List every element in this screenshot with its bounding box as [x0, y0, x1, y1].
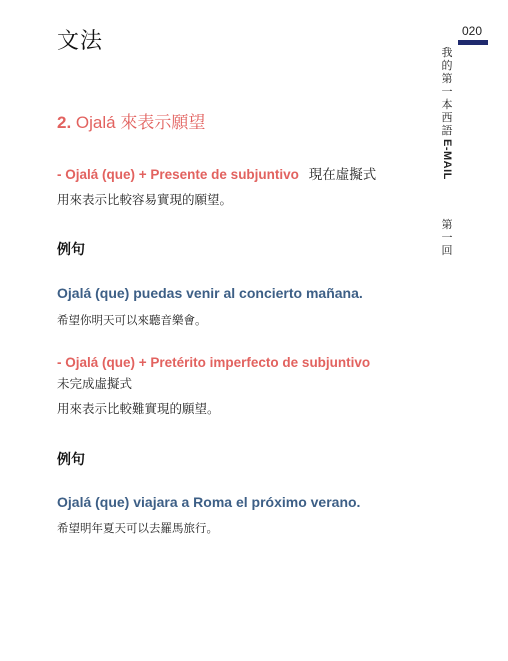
side-episode-char: 回	[441, 244, 453, 257]
rule-2-formula: - Ojalá (que) + Pretérito imperfecto de subjuntivo	[57, 355, 371, 370]
side-title-char: 語	[441, 124, 453, 137]
side-title-char: 第	[441, 72, 453, 85]
side-episode-label	[440, 218, 454, 257]
section-heading	[57, 108, 205, 133]
page-title: 文法	[57, 29, 104, 54]
example-2-label: 例句	[57, 452, 85, 468]
side-title-char: 我	[441, 46, 453, 59]
example-2-translation: 希望明年夏天可以去羅馬旅行。	[57, 521, 218, 535]
example-2-spanish: Ojalá (que) viajara a Roma el próximo verano.	[57, 494, 361, 510]
side-episode-char: 第	[441, 218, 453, 231]
page-number-bar	[458, 40, 488, 45]
rule-2-tense: 未完成虛擬式	[57, 376, 133, 391]
rule-2-explanation: 用來表示比較難實現的願望。	[57, 401, 220, 416]
side-title-latin: E-MAIL	[441, 139, 453, 180]
side-title-char: 本	[441, 98, 453, 111]
example-1-translation: 希望你明天可以來聽音樂會。	[57, 313, 207, 327]
rule-1-tense: 現在虛擬式	[308, 167, 377, 183]
rule-1	[57, 163, 376, 183]
section-title: Ojalá 來表示願望	[75, 113, 206, 132]
side-title-char: 一	[441, 85, 453, 98]
side-episode-char: 一	[441, 231, 453, 244]
example-1-label: 例句	[57, 242, 85, 258]
rule-1-explanation: 用來表示比較容易實現的願望。	[57, 192, 233, 207]
page-number: 020	[462, 24, 483, 38]
rule-2	[57, 355, 370, 370]
side-book-title	[440, 46, 454, 180]
side-title-char: 的	[441, 59, 453, 72]
section-number: 2.	[57, 113, 72, 132]
rule-1-formula: - Ojalá (que) + Presente de subjuntivo	[57, 167, 299, 182]
example-1-spanish: Ojalá (que) puedas venir al concierto mañana.	[57, 285, 363, 301]
side-title-char: 西	[441, 111, 453, 124]
